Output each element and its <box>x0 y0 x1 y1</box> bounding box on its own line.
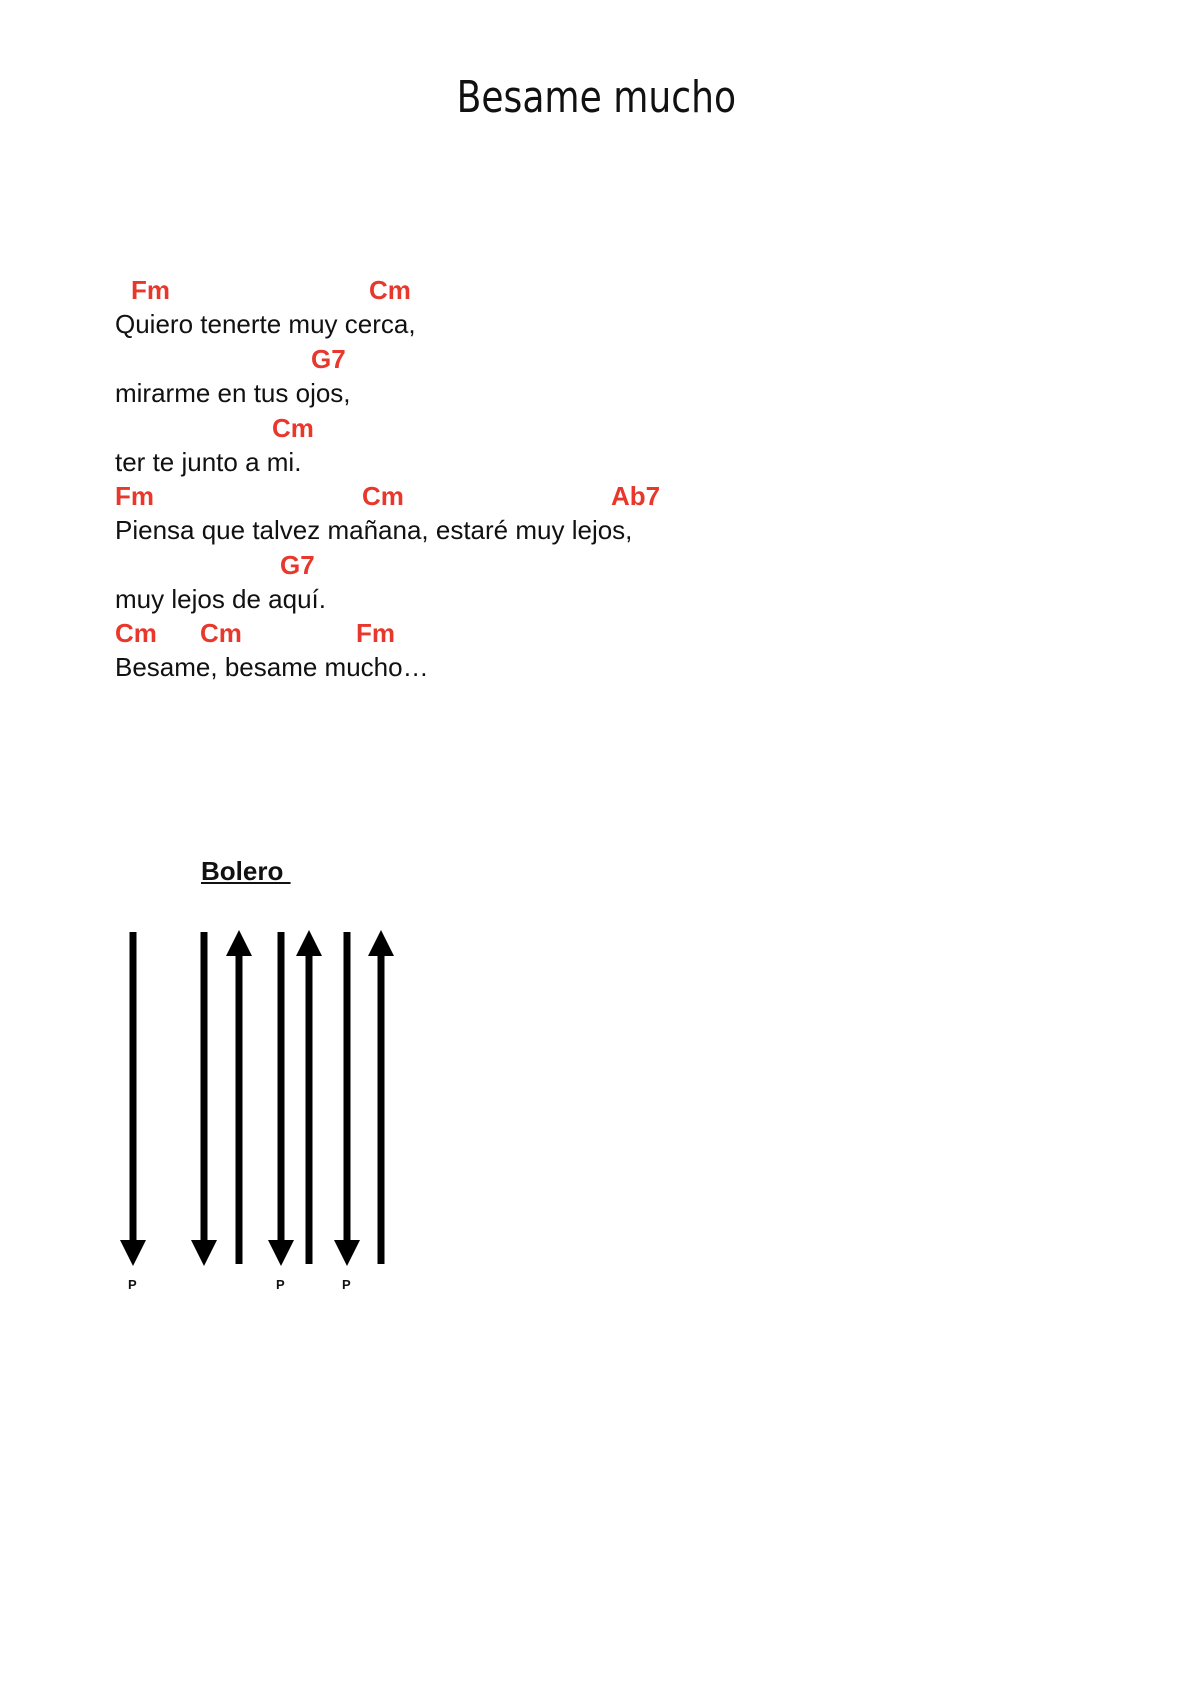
down-arrow-icon <box>120 932 146 1266</box>
chord: Fm <box>115 481 154 511</box>
song-title: Besame mucho <box>456 72 737 123</box>
chord: Cm <box>362 481 404 511</box>
lyric-line-1: Quiero tenerte muy cerca, <box>115 309 416 339</box>
chord: G7 <box>311 344 346 374</box>
chord: Fm <box>131 275 170 305</box>
down-arrow-icon <box>268 932 294 1266</box>
strum-pattern-title: Bolero <box>201 856 291 886</box>
up-arrow-icon <box>226 930 252 1264</box>
pick-label: P <box>128 1277 137 1292</box>
lyric-line-6: Besame, besame mucho… <box>115 652 429 682</box>
chord: G7 <box>280 550 315 580</box>
down-arrow-icon <box>191 932 217 1266</box>
pick-label: P <box>276 1277 285 1292</box>
up-arrow-icon <box>368 930 394 1264</box>
lyric-line-4: Piensa que talvez mañana, estaré muy lejos, <box>115 515 633 545</box>
chord: Cm <box>369 275 411 305</box>
down-arrow-icon <box>334 932 360 1266</box>
chord: Cm <box>115 618 157 648</box>
chord: Ab7 <box>611 481 661 511</box>
up-arrow-icon <box>296 930 322 1264</box>
lyric-line-2: mirarme en tus ojos, <box>115 378 351 408</box>
chord: Fm <box>356 618 395 648</box>
chord: Cm <box>272 413 314 443</box>
lyric-line-5: muy lejos de aquí. <box>115 584 327 614</box>
chord: Cm <box>200 618 242 648</box>
lyric-line-3: ter te junto a mi. <box>115 447 302 477</box>
pick-label: P <box>342 1277 351 1292</box>
